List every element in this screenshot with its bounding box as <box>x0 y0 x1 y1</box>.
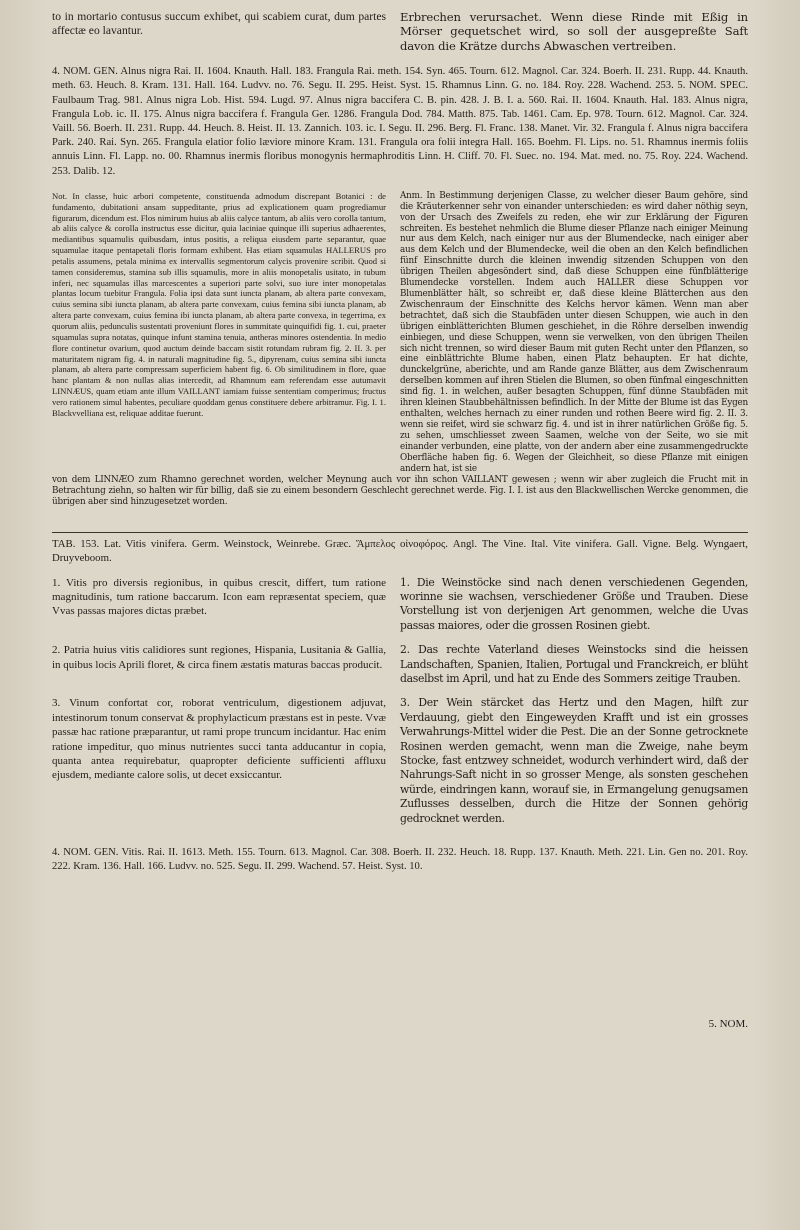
note-columns <box>52 191 748 475</box>
nomenclature-vitis: 4. NOM. GEN. Vitis. Rai. II. 1613. Meth. 155. Tourn. 613. Magnol. Car. 308. Boerh. II. 232. Heuch. 18. Rupp. 137. Knauth. Meth. 221. Lin. Gen no. 201. Roy. 222. Kram. 136. Hall. 166. Ludvv. no. 525. Segu. II. 299. Wachend. 57. Heist. Syst. 10. <box>52 847 748 873</box>
section-3 <box>52 696 748 826</box>
latin-top-text: to in mortario contusus succum exhibet, qui scabiem curat, dum partes affectæ eo lavantur. <box>52 10 386 38</box>
latin-paragraph-2: 2. Patria huius vitis calidiores sunt regiones, Hispania, Lusitania & Gallia, in quibus locis Aprili floret, & circa finem æstatis maturas baccas producit. <box>52 644 386 671</box>
plate-heading: TAB. 153. Lat. Vitis vinifera. Germ. Weinstock, Weinrebe. Græc. Ἄμπελος οἰνοφόρος. Angl. The Vine. Ital. Vite vinifera. Gall. Vigne. Belg. Wyngaert, Druyveboom. <box>52 538 748 565</box>
german-paragraph-1: 1. Die Weinstöcke sind nach denen verschiedenen Gegenden, worinne sie wachsen, verschiedener Größe und Trauben. Diese Vorstellung ist von derjenigen Art genommen, welche die Uvas passas maiores, oder die grossen Rosinen giebt. <box>400 575 748 632</box>
latin-paragraph-3: 3. Vinum confortat cor, roborat ventriculum, digestionem adjuvat, intestinorum tonum conservat & prophylacticum præstans est in peste. Vvæ passæ hac ratione præparantur, ut rami prope truncum incidantur. Hac enim ratione impeditur, quo minus nutrientes succi tanta adducantur in copia, quanta antea requirebatur, quapropter deficiente sufficienti affluxu ejusdem, mediante calore solis, ut decet exsiccantur. <box>52 697 386 782</box>
section-divider <box>52 532 748 533</box>
latin-paragraph-1: 1. Vitis pro diversis regionibus, in quibus crescit, differt, tum ratione magnitudinis, tum ratione baccarum. Icon eam repræsentat speciem, quæ Vvas passas majores dictas præbet. <box>52 576 386 618</box>
german-paragraph-2: 2. Das rechte Vaterland dieses Weinstocks sind die heissen Landschaften, Spanien, Italien, Portugal und Franckreich, er blüht daselbst im April, und hat zu Ende des Sommers zeitige Trauben. <box>400 643 748 685</box>
latin-note: Not. In classe, huic arbori competente, constituenda admodum discrepant Botanici : de fundamento, dubitationi ansam suppeditante, prius ad explicationem quam progrediamur figurarum, dicendum est. Flos nimirum huius ab aliis calyce tantum, ab aliis vero corolla tantum, ab aliis calyce & corolla instructus esse dicitur, quia laciniae quinque illi superius adhaerentes, mediantibus squamulis quibusdam, intus positis, a reliqua eiusdem parte separantur, quae squamulae itaque pentapetali floris formam exhibent. Has etiam squamulas HALLERUS pro petalis assumens, petala minima ex intervallis segmentorum calycis provenire scribit. Quod si tamen consideremus, stamina sub illis squamulis, more in aliis monopetalis usitato, in tubum inferi, nec squamulas illas marcescentes a superiori parte solvi, suo iure inter monopetalas plantas locum tuebitur Frangula. Folia ipsi data sunt iuncta planam, ab altera parte convexam, cuius semina sibi iuncta planam, ab altera parte convexam, cuius femina sibi iuncta planam, ab altera parte convexam, cuius femina ibi iuncta planam, ab altera parte convexa, in tegerrima, ex quorum aliis, pedunculis sustentati proveniunt flores in summitate quinquifidi fig. 1. cui, praeter squamulas supra notatas, quinque infunt stamina tenuia, antheras minores ostendentia. In medio flore continetur ovarium, quod auctum deinde baccam sistit rotundam rubram fig. 2. II. 3. per maturitatem nigram fig. 4. in naturali magnitudine fig. 5., dipyrenam, cuius semina sibi iuncta planam, ab altera parte compressam superficiem habent fig. 6. Ob similitudinem in flore, quae hanc plantam & non nullas alias intercedit, ad Rhamnum eam referendam esse autumavit LINNÆUS, quam etiam ante illum VAILLANT iamiam fuisse sententiam comperimus; fructus vero rationem simul habentes, peculiare quoddam genus constituere debere arbitramur. Fig. I. 1. Blackvvelliana est, reliquae additae fuerunt. <box>52 190 386 418</box>
german-note-continuation: von dem LINNÆO zum Rhamno gerechnet worden, welcher Meynung auch vor ihn schon VAILLANT gewesen ; wenn wir aber zugleich die Frucht mit in Betrachtung ziehn, so halten wir für billig, daß sie zu einem besondern Geschlecht gerechnet werde. Fig. I. I. ist aus den Blackwellischen Wercke genommen, die übrigen aber sind hinzugesetzet worden. <box>52 475 748 508</box>
top-passage <box>52 10 748 53</box>
catchword: 5. NOM. <box>708 1018 748 1030</box>
german-note: Anm. In Bestimmung derjenigen Classe, zu welcher dieser Baum gehöre, sind die Kräuterkenner sehr von einander unterschieden: es wird daher nöthig seyn, von der Ursach des Zweifels zu reden, ehe wir zur Erklärung der Figuren schreiten. Es bestehet nehmlich die Blume dieser Pflanze nach einiger Meinung nur aus dem Kelch, nach einiger nur aus der Blumendecke, nach einiger aber aus dem Kelch und der Blumendecke, weil die oben an den Kelch befindlichen fünf Einschnitte durch die kleinen inwendig sitzenden Schuppen von den übrigen Theilen abgesöndert sind, daß diese Schuppen eine fünfblätterige Blumendecke vorstellen. Indem auch HALLER diese Schuppen vor Blumenblätter hält, so schreibt er, daß diese kleine Blätterchen aus den Zwischenraum der Einschnitte des Kelchs hervor kämen. Wenn man aber betrachtet, daß sich die Staubfäden unter diesen Schuppen, wie auch in den übrigen einblätterichten Blumen geschiehet, in die Röhre derselben inwendig einbiegen, und diese Schuppen, wenn sie verwelken, von den übrigen Theilen sich nicht trennen, so wird dieser Baum mit guten Recht unter den Pflanzen, so eine einblättrichte Blume haben, einen Platz behaupten. Er hat dichte, dunckelgrüne, aberichte, und am Rande ganze Blätter, aus dem Zwischenraum derselben kommen auf ihren Stielen die Blumen, so oben fünfmal eingeschnitten sind fig. 1. in welchen, außer besagten Schuppen, fünf dünne Staubfäden mit ihren kleinen Staubbehältnissen befindlich. In der Mitte der Blume ist das Eygen enthalten, welches hernach zu einer runden und rothen Beere wird fig. 2. II. 3. wenn sie reifet, wird sie schwarz fig. 4. und ist in ihrer natürlichen Größe fig. 5. zu sehen, umschliesset zween Saamen, welche von der Seite, wo sie mit einander verbunden, eine platte, von der andern aber eine zusammengedruckte Oberfläche haben fig. 6. Wegen der Gleichheit, so diese Pflanze mit einigen andern hat, ist sie <box>400 190 748 474</box>
german-paragraph-3: 3. Der Wein stärcket das Hertz und den Magen, hilft zur Verdauung, giebt den Eingeweyden Krafft und ist ein grosses Verwahrungs-Mittel wider die Pest. Die an der Sonne getrocknete Rosinen werden gemacht, wenn man die Zweige, nahe beym Stocke, fast entzwey schneidet, wodurch verhindert wird, daß der Nahrungs-Saft nicht in so grosser Menge, als sonsten geschehen würde, eindringen kann, worauf sie, in Ermangelung genugsamen Zuflusses desselben, durch die Hitze der Sonnen gehörig gedrocknet werden. <box>400 696 748 825</box>
section-1 <box>52 576 748 634</box>
nomenclature-alnus: 4. NOM. GEN. Alnus nigra Rai. II. 1604. Knauth. Hall. 183. Frangula Rai. meth. 154. Syn. 465. Tourn. 612. Magnol. Car. 324. Boerh. II. 231. Rupp. 44. Knauth. meth. 63. Heuch. 8. Kram. 131. Hall. 164. Ludvv. no. 76. Segu. II. 295. Heist. Syst. 15. Rhamnus Linn. G. no. 184. Roy. 228. Wachend. 253. 5. NOM. SPEC. Faulbaum Trag. 981. Alnus nigra Lob. Hist. 594. Lugd. 97. Alnus nigra baccifera C. B. pin. 428. J. B. I. a. 560. Rai. II. 1604. Knauth. Hal. 183. Alnus nigra, Frangula Lob. ic. II. 175. Alnus nigra baccifera f. Frangula Ger. 1286. Frangula Dod. 784. Matth. 875. Tab. 1461. Cam. Ep. 978. Tourn. 612. Magnol. Car. 324. Vaill. 56. Boerh. II. 231. Rupp. 44. Heuch. 8. Heist. II. 13. Zannich. 103. ic. I. Segu. II. 296. Berg. Fl. Franc. 138. Manet. Vir. 32. Frangula f. Alnus nigra baccifera Park. 240. Rai. Syn. 265. Frangula elatior folio læviore minore Kram. 131. Frangula ora folii integra Hall. 165. Boehm. Fl. Lips. no. 51. Rhamnus inermis foliis annuis Linn. Fl. Lapp. no. 00. Rhamnus inermis floribus monogynis hermaphroditis Linn. H. Cliff. 70. Fl. Suec. no. 194. Mat. med. no. 75. Roy. 224. Wachend. 253. Dalib. 12. <box>52 66 748 177</box>
section-2 <box>52 643 748 686</box>
german-top-text: Erbrechen verursachet. Wenn diese Rinde mit Eßig in Mörser gequetschet wird, so soll der ausgepreßte Saft davon die Krätze durchs Abwaschen vertreiben. <box>400 10 748 53</box>
